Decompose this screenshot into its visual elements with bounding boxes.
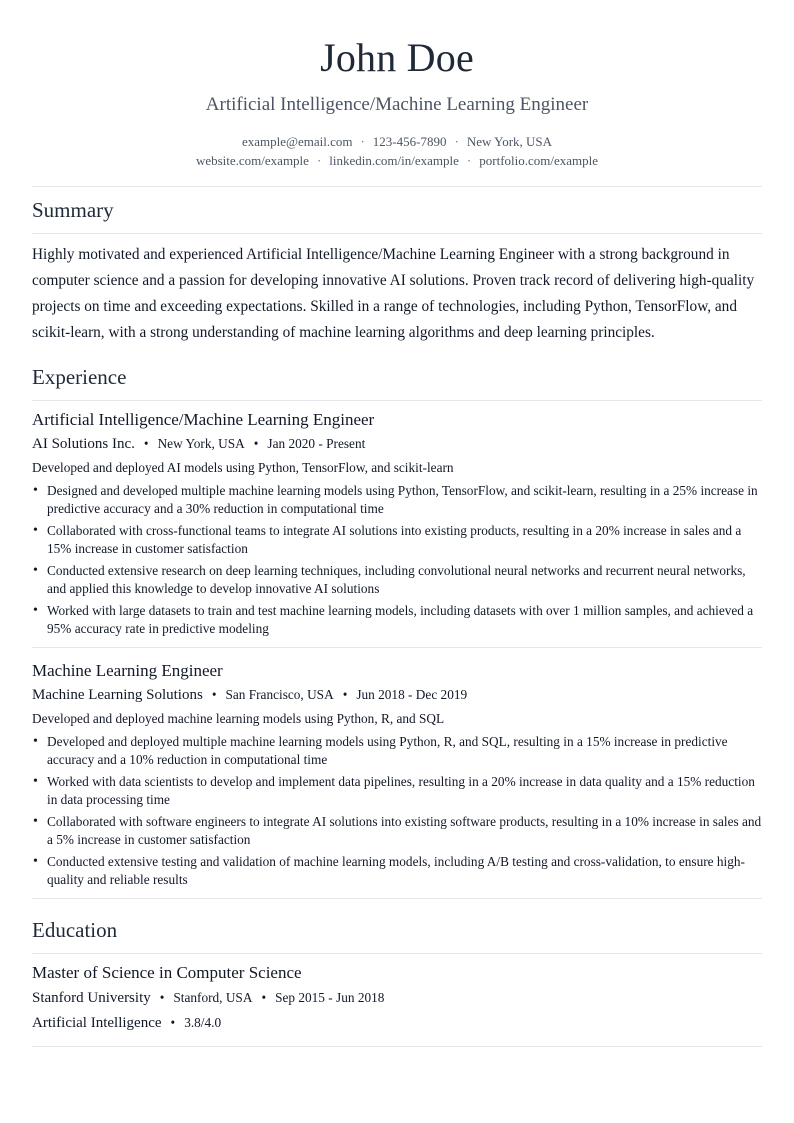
divider [32,898,762,899]
job-company: AI Solutions Inc. [32,436,135,452]
divider [32,400,762,401]
list-item: • Collaborated with cross-functional teams to integrate AI solutions into existing products, resulting in a 20% increase in sales and a 15% increase in customer satisfaction [32,522,762,558]
school-name: Stanford University [32,990,151,1006]
education-heading: Education [32,918,118,942]
school-location: Stanford, USA [173,990,253,1005]
job-bullets [32,733,762,889]
education-field-meta [32,1014,762,1032]
job-dates: Jan 2020 - Present [267,436,366,451]
meta-dot: • [143,436,149,451]
contact-separator: · [454,134,459,149]
education-dates: Sep 2015 - Jun 2018 [275,990,385,1005]
job-entry [32,410,762,638]
divider [32,233,762,234]
education-entry [32,963,762,1032]
meta-dot: • [342,687,348,702]
divider [32,647,762,648]
list-item: • Collaborated with software engineers to integrate AI solutions into existing software products, resulting in a 10% increase in sales and a 5% increase in customer satisfaction [32,813,762,849]
contact-phone: 123-456-7890 [372,134,447,149]
contact-linkedin[interactable]: linkedin.com/in/example [329,153,459,168]
candidate-title: Artificial Intelligence/Machine Learning Engineer [205,94,589,115]
contact-website[interactable]: website.com/example [195,153,309,168]
resume-header [32,0,762,170]
list-item: • Worked with data scientists to develop and implement data pipelines, resulting in a 20% increase in data quality and a 15% reduction in data processing time [32,773,762,809]
meta-dot: • [253,436,259,451]
education-meta [32,989,762,1007]
meta-dot: • [211,687,217,702]
divider [32,953,762,954]
degree: Master of Science in Computer Science [32,963,302,982]
contact-separator: · [316,153,322,168]
contact-line-2 [32,151,762,170]
list-item: • Worked with large datasets to train and test machine learning models, including datasets with over 1 million samples, and achieved a 95% accuracy rate in predictive modeling [32,602,762,638]
list-item: • Developed and deployed multiple machine learning models using Python, R, and SQL, resulting in a 15% increase in predictive accuracy and a 10% reduction in computational time [32,733,762,769]
job-title: Artificial Intelligence/Machine Learning Engineer [32,410,375,429]
experience-heading: Experience [32,365,127,389]
job-description: Developed and deployed machine learning models using Python, R, and SQL [32,711,445,726]
job-entry [32,661,762,889]
job-company: Machine Learning Solutions [32,687,203,703]
summary-heading: Summary [32,198,114,222]
job-location: San Francisco, USA [225,687,334,702]
job-location: New York, USA [157,436,245,451]
contact-email[interactable]: example@email.com [241,134,353,149]
contact-line-1 [32,132,762,151]
job-meta [32,686,762,704]
gpa: 3.8/4.0 [184,1015,222,1030]
job-dates: Jun 2018 - Dec 2019 [356,687,468,702]
job-title: Machine Learning Engineer [32,661,223,680]
field-of-study: Artificial Intelligence [32,1015,162,1031]
job-description: Developed and deployed AI models using Python, TensorFlow, and scikit-learn [32,460,454,475]
contact-portfolio[interactable]: portfolio.com/example [479,153,599,168]
meta-dot: • [170,1015,176,1030]
job-meta [32,435,762,453]
list-item: • Conducted extensive research on deep learning techniques, including convolutional neural networks and recurrent neural networks, and applied this knowledge to develop innovative AI solutions [32,562,762,598]
candidate-name: John Doe [320,35,474,80]
meta-dot: • [261,990,267,1005]
divider [32,1046,762,1047]
contact-separator: · [360,134,365,149]
contact-separator: · [466,153,472,168]
list-item: • Designed and developed multiple machine learning models using Python, TensorFlow, and scikit-learn, resulting in a 25% increase in predictive accuracy and a 30% reduction in computational time [32,482,762,518]
contact-location: New York, USA [466,134,553,149]
meta-dot: • [159,990,165,1005]
divider [32,186,762,187]
list-item: • Conducted extensive testing and validation of machine learning models, including A/B testing and cross-validation, to ensure high-quality and reliable results [32,853,762,889]
summary-text: Highly motivated and experienced Artificial Intelligence/Machine Learning Engineer with a strong background in computer science and a passion for developing innovative AI solutions. Proven track record of delivering high-quality projects on time and exceeding expectations. Skilled in a range of technologies, including Python, TensorFlow, and scikit-learn, with a strong understanding of machine learning algorithms and deep learning principles. [32,246,755,341]
job-bullets [32,482,762,638]
